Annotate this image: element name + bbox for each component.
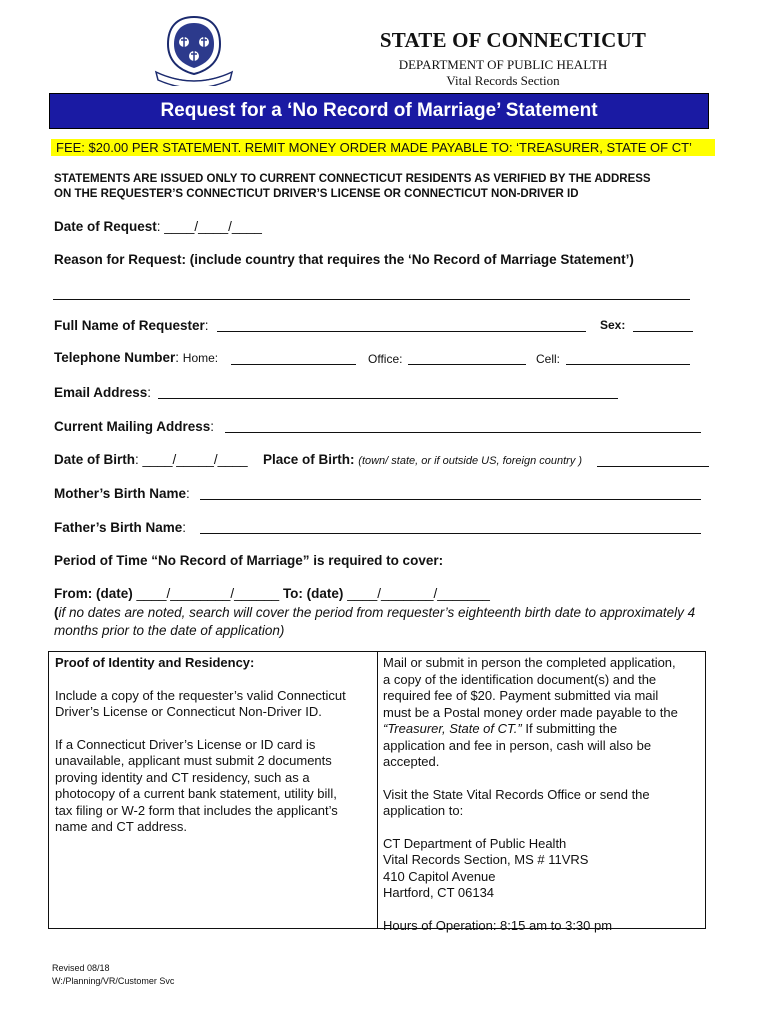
proof-para2-line4: photocopy of a current bank statement, utility bill, — [55, 786, 337, 801]
mailing-address-label: Current Mailing Address — [54, 419, 211, 434]
email-field[interactable] — [158, 398, 618, 399]
full-name-field[interactable] — [217, 331, 586, 332]
sex-label: Sex: — [600, 318, 626, 332]
notice-line-1: STATEMENTS ARE ISSUED ONLY TO CURRENT CONNECTICUT RESIDENTS AS VERIFIED BY THE ADDRESS — [54, 173, 651, 185]
department-name: DEPARTMENT OF PUBLIC HEALTH — [398, 57, 608, 72]
notice-line-2: ON THE REQUESTER’S CONNECTICUT DRIVER’S LICENSE OR CONNECTICUT NON-DRIVER ID — [54, 188, 579, 200]
full-name-row: Full Name of Requester: — [54, 318, 209, 333]
full-name-label: Full Name of Requester — [54, 318, 205, 333]
hours-of-operation: Hours of Operation: 8:15 am to 3:30 pm — [383, 917, 613, 933]
period-note-line-1: (if no dates are noted, search will cover the period from requester’s eighteenth birth date to approximately 4 — [54, 605, 696, 620]
submission-column — [383, 655, 705, 934]
place-of-birth-row — [263, 452, 582, 467]
submit-line6: application and fee in person, cash will also be — [383, 737, 652, 753]
submit-line2: a copy of the identification document(s) and the — [383, 671, 657, 687]
period-dates-row — [54, 586, 490, 601]
proof-para2-line6: name and CT address. — [55, 819, 187, 834]
proof-para2-line5: tax filing or W-2 form that includes the applicant’s — [55, 802, 338, 818]
state-seal-icon — [152, 14, 236, 86]
place-of-birth-label: Place of Birth: — [263, 452, 355, 467]
revised-date: Revised 08/18 — [52, 963, 110, 973]
residency-notice — [54, 172, 734, 202]
address-line4: Hartford, CT 06134 — [383, 885, 495, 900]
from-date-label: From: (date) — [54, 586, 133, 601]
mailing-address-field[interactable] — [225, 432, 701, 433]
period-heading: Period of Time “No Record of Marriage” is required to cover: — [54, 553, 444, 568]
submit-line1: Mail or submit in person the completed application, — [383, 655, 676, 670]
form-title: Request for a ‘No Record of Marriage’ Statement — [49, 93, 709, 129]
proof-para1-line2: Driver’s License or Connecticut Non-Driver ID. — [55, 704, 322, 719]
place-of-birth-hint: (town/ state, or if outside US, foreign country ) — [358, 455, 583, 467]
fathers-name-field[interactable] — [200, 533, 701, 534]
proof-of-identity-column — [55, 655, 373, 836]
date-of-request-label: Date of Request — [54, 219, 157, 234]
cell-phone-label: Cell: — [536, 352, 561, 366]
office-phone-label: Office: — [368, 352, 403, 366]
mothers-name-field[interactable] — [200, 499, 701, 500]
file-path: W:/Planning/VR/Customer Svc — [52, 976, 175, 986]
submit-line5 — [383, 721, 705, 738]
place-of-birth-field[interactable] — [597, 466, 709, 467]
visit-line2: application to: — [383, 803, 464, 818]
fee-notice: FEE: $20.00 PER STATEMENT. REMIT MONEY ORDER MADE PAYABLE TO: ‘TREASURER, STATE OF CT’ — [51, 139, 715, 156]
proof-para1-line1: Include a copy of the requester’s valid Connecticut — [55, 687, 346, 703]
address-line1: CT Department of Public Health — [383, 835, 567, 851]
mothers-name-label: Mother’s Birth Name — [54, 486, 187, 501]
reason-label: Reason for Request: (include country that requires the ‘No Record of Marriage Statement’) — [54, 252, 634, 267]
date-of-request-row: Date of Request: ____/____/____ — [54, 219, 262, 234]
date-of-request-field[interactable]: ____/____/____ — [164, 219, 262, 234]
date-of-birth-field[interactable]: ____/_____/____ — [142, 452, 248, 467]
proof-heading: Proof of Identity and Residency: — [55, 655, 255, 670]
home-phone-label: Home: — [182, 351, 219, 365]
fathers-name-label: Father’s Birth Name — [54, 520, 183, 535]
email-row: Email Address: — [54, 385, 152, 400]
box-divider — [377, 651, 378, 929]
address-line2: Vital Records Section, MS # 11VRS — [383, 852, 589, 867]
sex-field[interactable] — [633, 331, 693, 332]
email-label: Email Address — [54, 385, 148, 400]
to-date-label: To: (date) — [282, 586, 344, 601]
payee-tail: If submitting the — [521, 721, 618, 736]
submit-line3: required fee of $20. Payment submitted via mail — [383, 688, 659, 703]
from-date-field[interactable]: ____/________/______ — [136, 586, 280, 601]
submit-line7: accepted. — [383, 754, 440, 769]
footer — [52, 962, 174, 988]
office-phone-field[interactable] — [408, 364, 526, 365]
address-line3: 410 Capitol Avenue — [383, 868, 496, 884]
mailing-address-row: Current Mailing Address: — [54, 419, 215, 434]
mothers-name-row: Mother’s Birth Name: — [54, 486, 190, 501]
reason-field[interactable] — [53, 299, 690, 300]
proof-para2-line2: unavailable, applicant must submit 2 documents — [55, 753, 332, 768]
proof-para2-line1: If a Connecticut Driver’s License or ID card is — [55, 736, 316, 752]
telephone-row: Telephone Number: Home: — [54, 350, 219, 365]
visit-line1: Visit the State Vital Records Office or send the — [383, 786, 650, 802]
telephone-label: Telephone Number — [54, 350, 176, 365]
payee-name: “Treasurer, State of CT.” — [383, 721, 522, 736]
period-note — [54, 604, 734, 640]
date-of-birth-label: Date of Birth — [54, 452, 135, 467]
home-phone-field[interactable] — [231, 364, 356, 365]
date-of-birth-row: Date of Birth: ____/_____/____ — [54, 452, 248, 467]
proof-para2-line3: proving identity and CT residency, such as a — [55, 769, 310, 785]
cell-phone-field[interactable] — [566, 364, 690, 365]
fathers-name-row: Father’s Birth Name: — [54, 520, 187, 535]
submit-line4: must be a Postal money order made payable to the — [383, 704, 678, 720]
period-note-line-2: months prior to the date of application) — [54, 623, 285, 638]
to-date-field[interactable]: ____/_______/_______ — [347, 586, 490, 601]
section-name: Vital Records Section — [446, 73, 560, 88]
state-title: STATE OF CONNECTICUT — [379, 28, 647, 52]
